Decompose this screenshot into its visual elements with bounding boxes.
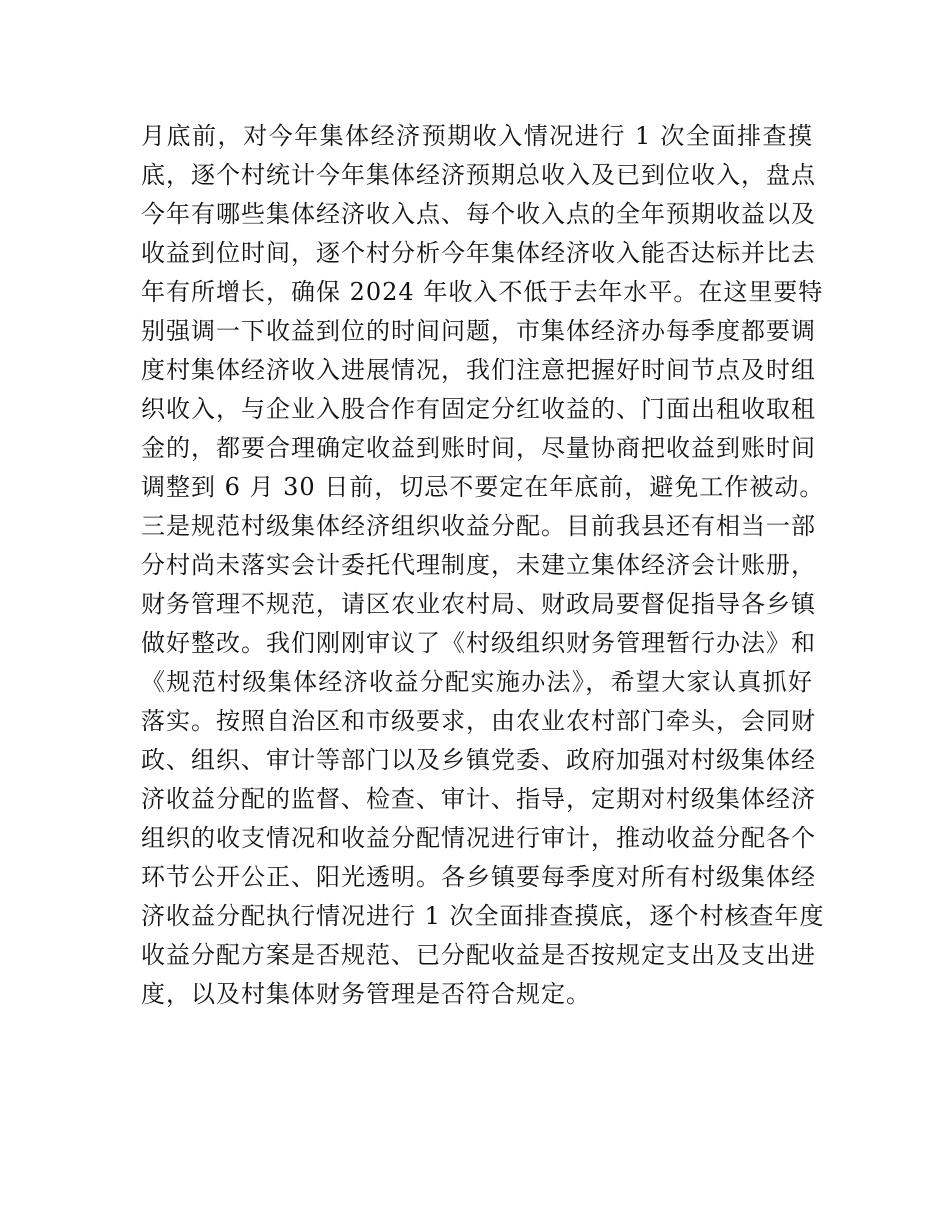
text-line: 调整到 6 月 30 日前，切忌不要定在年底前，避免工作被动。 [141, 473, 825, 501]
text-line: 别强调一下收益到位的时间问题，市集体经济办每季度都要调 [141, 317, 816, 345]
text-line: 济收益分配的监督、检查、审计、指导，定期对村级集体经济 [141, 785, 816, 813]
text-line: 政、组织、审计等部门以及乡镇党委、政府加强对村级集体经 [141, 746, 816, 774]
text-line: 度村集体经济收入进展情况，我们注意把握好时间节点及时组 [141, 356, 816, 384]
text-line: 底，逐个村统计今年集体经济预期总收入及已到位收入，盘点 [141, 161, 816, 189]
text-line: 今年有哪些集体经济收入点、每个收入点的全年预期收益以及 [141, 200, 816, 228]
text-line: 收益到位时间，逐个村分析今年集体经济收入能否达标并比去 [141, 239, 816, 267]
text-line: 金的，都要合理确定收益到账时间，尽量协商把收益到账时间 [141, 434, 816, 462]
text-line-last: 度，以及村集体财务管理是否符合规定。 [141, 980, 591, 1008]
text-line: 《规范村级集体经济收益分配实施办法》，希望大家认真抓好 [141, 668, 813, 696]
text-line: 分村尚未落实会计委托代理制度，未建立集体经济会计账册， [141, 551, 816, 579]
text-line: 三是规范村级集体经济组织收益分配。目前我县还有相当一部 [141, 512, 816, 540]
text-line: 月底前，对今年集体经济预期收入情况进行 1 次全面排查摸 [141, 122, 813, 150]
text-line: 织收入，与企业入股合作有固定分红收益的、门面出租收取租 [141, 395, 816, 423]
text-line: 年有所增长，确保 2024 年收入不低于去年水平。在这里要特 [141, 278, 824, 306]
text-line: 财务管理不规范，请区农业农村局、财政局要督促指导各乡镇 [141, 590, 816, 618]
text-line: 做好整改。我们刚刚审议了《村级组织财务管理暂行办法》和 [141, 629, 816, 657]
text-line: 收益分配方案是否规范、已分配收益是否按规定支出及支出进 [141, 941, 816, 969]
text-line: 济收益分配执行情况进行 1 次全面排查摸底，逐个村核查年度 [141, 902, 825, 930]
text-line: 组织的收支情况和收益分配情况进行审计，推动收益分配各个 [141, 824, 816, 852]
text-line: 环节公开公正、阳光透明。各乡镇要每季度对所有村级集体经 [141, 863, 816, 891]
text-line: 落实。按照自治区和市级要求，由农业农村部门牵头，会同财 [141, 707, 816, 735]
body-text [141, 117, 825, 1014]
